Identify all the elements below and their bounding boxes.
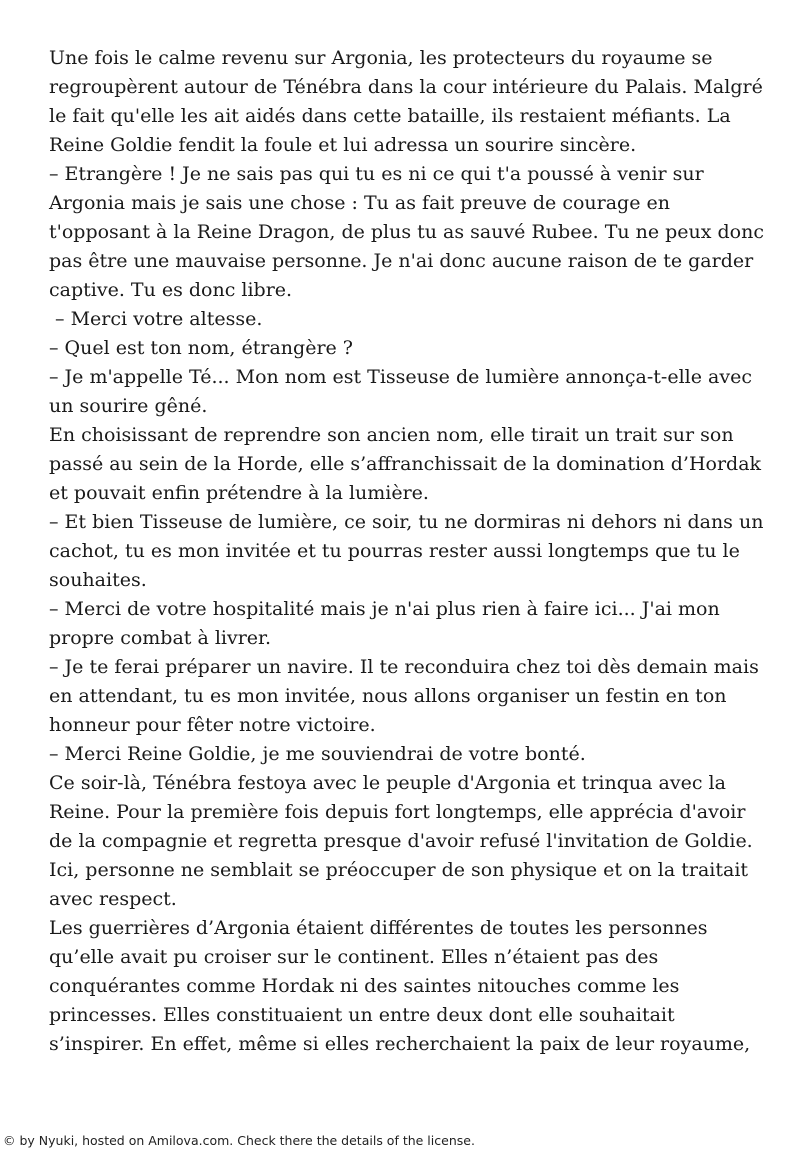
story-text	[49, 44, 769, 1059]
text-line: avec respect.	[49, 888, 177, 910]
text-line: de la compagnie et regretta presque d'avoir refusé l'invitation de Goldie.	[49, 830, 753, 852]
text-line: t'opposant à la Reine Dragon, de plus tu as sauvé Rubee. Tu ne peux donc	[49, 221, 764, 243]
text-line: – Etrangère ! Je ne sais pas qui tu es ni ce qui t'a poussé à venir sur	[49, 163, 704, 185]
text-line: et pouvait enfin prétendre à la lumière.	[49, 482, 429, 504]
text-line: – Quel est ton nom, étrangère ?	[49, 337, 353, 359]
text-line: en attendant, tu es mon invitée, nous allons organiser un festin en ton	[49, 685, 727, 707]
text-line: qu’elle avait pu croiser sur le continent. Elles n’étaient pas des	[49, 946, 659, 968]
text-line: Reine. Pour la première fois depuis fort longtemps, elle apprécia d'avoir	[49, 801, 746, 823]
text-line: – Merci Reine Goldie, je me souviendrai de votre bonté.	[49, 743, 586, 765]
text-line: Les guerrières d’Argonia étaient différentes de toutes les personnes	[49, 917, 708, 939]
text-line: propre combat à livrer.	[49, 627, 272, 649]
text-line: conquérantes comme Hordak ni des saintes nitouches comme les	[49, 975, 680, 997]
text-line: Argonia mais je sais une chose : Tu as fait preuve de courage en	[49, 192, 670, 214]
text-line: Ce soir-là, Ténébra festoya avec le peuple d'Argonia et trinqua avec la	[49, 772, 726, 794]
text-line: s’inspirer. En effet, même si elles recherchaient la paix de leur royaume,	[49, 1033, 751, 1055]
text-line: captive. Tu es donc libre.	[49, 279, 293, 301]
text-line: – Je m'appelle Té... Mon nom est Tisseuse de lumière annonça-t-elle avec	[49, 366, 752, 388]
text-line: Une fois le calme revenu sur Argonia, les protecteurs du royaume se	[49, 47, 713, 69]
text-line: princesses. Elles constituaient un entre deux dont elle souhaitait	[49, 1004, 675, 1026]
text-line: Ici, personne ne semblait se préoccuper de son physique et on la traitait	[49, 859, 749, 881]
text-line: – Je te ferai préparer un navire. Il te reconduira chez toi dès demain mais	[49, 656, 759, 678]
text-line: En choisissant de reprendre son ancien nom, elle tirait un trait sur son	[49, 424, 734, 446]
text-line: honneur pour fêter notre victoire.	[49, 714, 376, 736]
text-line: Reine Goldie fendit la foule et lui adressa un sourire sincère.	[49, 134, 637, 156]
text-line: – Merci votre altesse.	[49, 308, 263, 330]
license-footer: © by Nyuki, hosted on Amilova.com. Check there the details of the license.	[3, 1133, 475, 1148]
text-line: passé au sein de la Horde, elle s’affranchissait de la domination d’Hordak	[49, 453, 762, 475]
text-line: – Et bien Tisseuse de lumière, ce soir, tu ne dormiras ni dehors ni dans un	[49, 511, 764, 533]
text-line: – Merci de votre hospitalité mais je n'ai plus rien à faire ici... J'ai mon	[49, 598, 720, 620]
text-line: le fait qu'elle les ait aidés dans cette bataille, ils restaient méfiants. La	[49, 105, 731, 127]
text-line: pas être une mauvaise personne. Je n'ai donc aucune raison de te garder	[49, 250, 754, 272]
text-line: un sourire gêné.	[49, 395, 208, 417]
text-line: souhaites.	[49, 569, 147, 591]
text-line: regroupèrent autour de Ténébra dans la cour intérieure du Palais. Malgré	[49, 76, 763, 98]
text-line: cachot, tu es mon invitée et tu pourras rester aussi longtemps que tu le	[49, 540, 740, 562]
